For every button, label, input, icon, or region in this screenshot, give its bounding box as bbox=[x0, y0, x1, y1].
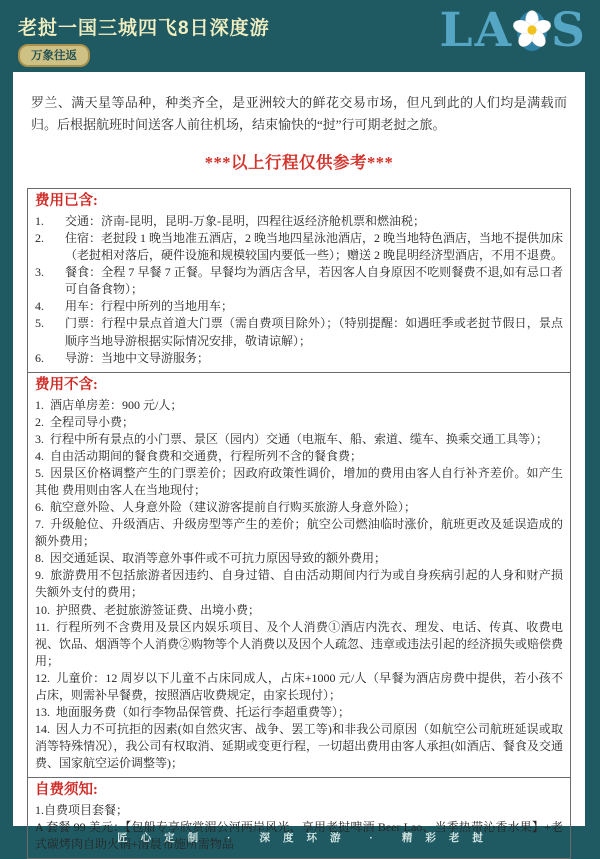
item-number: 5. bbox=[35, 316, 44, 331]
footer bbox=[0, 826, 600, 849]
list-item bbox=[35, 516, 563, 550]
item-number: 9. bbox=[35, 568, 44, 583]
item-text: 交通：济南-昆明，昆明-万象-昆明，四程往返经济舱机票和燃油税； bbox=[65, 214, 425, 229]
item-text: 地面服务费（如行李物品保管费、托运行李超重费等）； bbox=[56, 704, 351, 719]
list-item bbox=[35, 567, 563, 601]
page-title: 老挝一国三城四飞8日深度游 bbox=[18, 18, 270, 39]
item-text: 门票：行程中景点首道大门票（需自费项目除外）；（特别提醒：如遇旺季或老挝节假日，景点顺序当地导游根据实际情况安排，敬请谅解）； bbox=[65, 316, 563, 348]
item-text: 行程所列不含费用及景区内娱乐项目、及个人消费①酒店内洗衣、理发、电话、传真、收费电视、饮品、烟酒等个人消费②购物等个人消费以及因个人疏忽、违章或违法引起的经济损失或赔偿费用； bbox=[35, 619, 564, 668]
item-number: 10. bbox=[35, 602, 50, 617]
item-text: 餐食：全程 7 早餐 7 正餐。早餐均为酒店含早，若因客人自身原因不吃则餐费不退,如有忌口者可自备食物）； bbox=[65, 265, 563, 297]
item-number: 2. bbox=[35, 231, 44, 246]
item-text: 住宿：老挝段 1 晚当地准五酒店，2 晚当地四星泳池酒店，2 晚当地特色酒店，当地不提供加床（老挝相对落后，硬件设施和规模较国内要低一些）；赠送 2 晚昆明经济型酒店，不用不退费。 bbox=[65, 231, 564, 263]
item-text: 旅游费用不包括旅游者因违约、自身过错、自由活动期间内行为或自身疾病引起的人身和财产损失额外支付的费用； bbox=[35, 568, 563, 600]
laos-logo bbox=[440, 4, 587, 56]
route-badge: 万象往返 bbox=[18, 44, 90, 67]
item-number: 1. bbox=[35, 398, 44, 413]
item-text: A 套餐 99 美元：【包船专享欣赏湄公河两岸风光、享用老挝啤酒 Beer Lao、当季热带沁香水果】+老式碳烤肉自助火锅+清晨布施所需物品 bbox=[35, 820, 563, 852]
list-item bbox=[35, 414, 563, 431]
item-text: 航空意外险、人身意外险（建议游客提前自行购买旅游人身意外险）； bbox=[50, 500, 417, 515]
list-item bbox=[35, 602, 563, 619]
item-text: 用车：行程中所列的当地用车； bbox=[65, 299, 234, 314]
section-heading: 自费须知: bbox=[35, 781, 98, 798]
list-item bbox=[35, 350, 563, 367]
list-item bbox=[35, 264, 563, 298]
item-number: 11. bbox=[35, 619, 50, 634]
item-number: 6. bbox=[35, 350, 44, 365]
logo-text-right: S bbox=[551, 2, 587, 58]
item-number: 2. bbox=[35, 415, 44, 430]
item-text: 儿童价：12 周岁以下儿童不占床同成人，占床+1000 元/人（早餐为酒店房费中提供，若小孩不占床，则需补早餐费，按照酒店收费规定，由家长现付）； bbox=[35, 670, 563, 702]
item-text: 因交通延误、取消等意外事件或不可抗力原因导致的额外费用； bbox=[50, 551, 387, 566]
item-text: 因人力不可抗拒的因素(如自然灾害、战争、罢工等)和非我公司原因（如航空公司航班延误或取消等特殊情况），我公司有权取消、延期或变更行程，一切超出费用由客人承担(如酒店、餐食及交通费、国家航空运价调整等)； bbox=[35, 721, 563, 770]
item-text: 酒店单房差：900 元/人； bbox=[50, 398, 183, 413]
item-number: 3. bbox=[35, 265, 44, 280]
logo-letter-o bbox=[514, 4, 550, 56]
item-number: 7. bbox=[35, 517, 44, 532]
item-text: 行程中所有景点的小门票、景区（园内）交通（电瓶车、船、索道、缆车、换乘交通工具等）； bbox=[50, 432, 549, 447]
item-number: 6. bbox=[35, 500, 44, 515]
fee-section bbox=[27, 372, 571, 778]
list-item bbox=[35, 431, 563, 448]
reference-notice: ***以上行程仅供参考*** bbox=[204, 152, 394, 172]
item-number: 14. bbox=[35, 721, 50, 736]
footer-slogan: 匠心定制 · 深度环游 · 精彩老挝 bbox=[117, 832, 496, 844]
item-number: 4. bbox=[35, 299, 44, 314]
item-text: 全程司导小费； bbox=[50, 415, 135, 430]
list-item bbox=[35, 465, 563, 499]
list-item bbox=[35, 298, 563, 315]
item-text: 升级舱位、升级酒店、升级房型等产生的差价；航空公司燃油临时涨价，航班更改及延误造成的额外费用； bbox=[35, 517, 563, 549]
header bbox=[0, 0, 600, 72]
item-text: 导游：当地中文导游服务； bbox=[65, 350, 210, 365]
list-item bbox=[35, 230, 563, 264]
list-item bbox=[35, 213, 563, 230]
item-number: 1. bbox=[35, 214, 44, 229]
list-item bbox=[35, 619, 563, 670]
item-text: 因景区价格调整产生的门票差价；因政府政策性调价，增加的费用由客人自行补齐差价。如产生其他 费用则由客人在当地现付； bbox=[35, 466, 563, 498]
list-item bbox=[35, 315, 563, 349]
list-item bbox=[35, 499, 563, 516]
list-item bbox=[35, 448, 563, 465]
fee-section bbox=[27, 188, 571, 373]
fee-sections bbox=[27, 188, 571, 859]
list-item bbox=[35, 802, 563, 819]
list-item bbox=[35, 397, 563, 414]
section-heading: 费用不含: bbox=[35, 376, 98, 393]
plumeria-flower-icon bbox=[510, 8, 554, 52]
section-heading: 费用已含: bbox=[35, 192, 98, 209]
item-number: 4. bbox=[35, 449, 44, 464]
list-item bbox=[35, 704, 563, 721]
item-text: 护照费、老挝旅游签证费、出境小费； bbox=[56, 602, 261, 617]
item-number: 3. bbox=[35, 432, 44, 447]
list-item bbox=[35, 670, 563, 704]
intro-paragraph: 罗兰、满天星等品种，种类齐全，是亚洲较大的鲜花交易市场，但凡到此的人们均是满载而归。后根据航班时间送客人前往机场，结束愉快的“挝”行可期老挝之旅。 bbox=[31, 95, 567, 133]
item-number: 13. bbox=[35, 704, 50, 719]
item-number: 8. bbox=[35, 551, 44, 566]
list-item bbox=[35, 550, 563, 567]
item-number: 5. bbox=[35, 466, 44, 481]
item-number: 12. bbox=[35, 670, 50, 685]
logo-text-left: LA bbox=[439, 2, 514, 58]
item-text: 1.自费项目套餐； bbox=[35, 803, 129, 818]
item-text: 自由活动期间的餐食费和交通费，行程所列不含的餐食费； bbox=[50, 449, 363, 464]
list-item bbox=[35, 721, 563, 772]
